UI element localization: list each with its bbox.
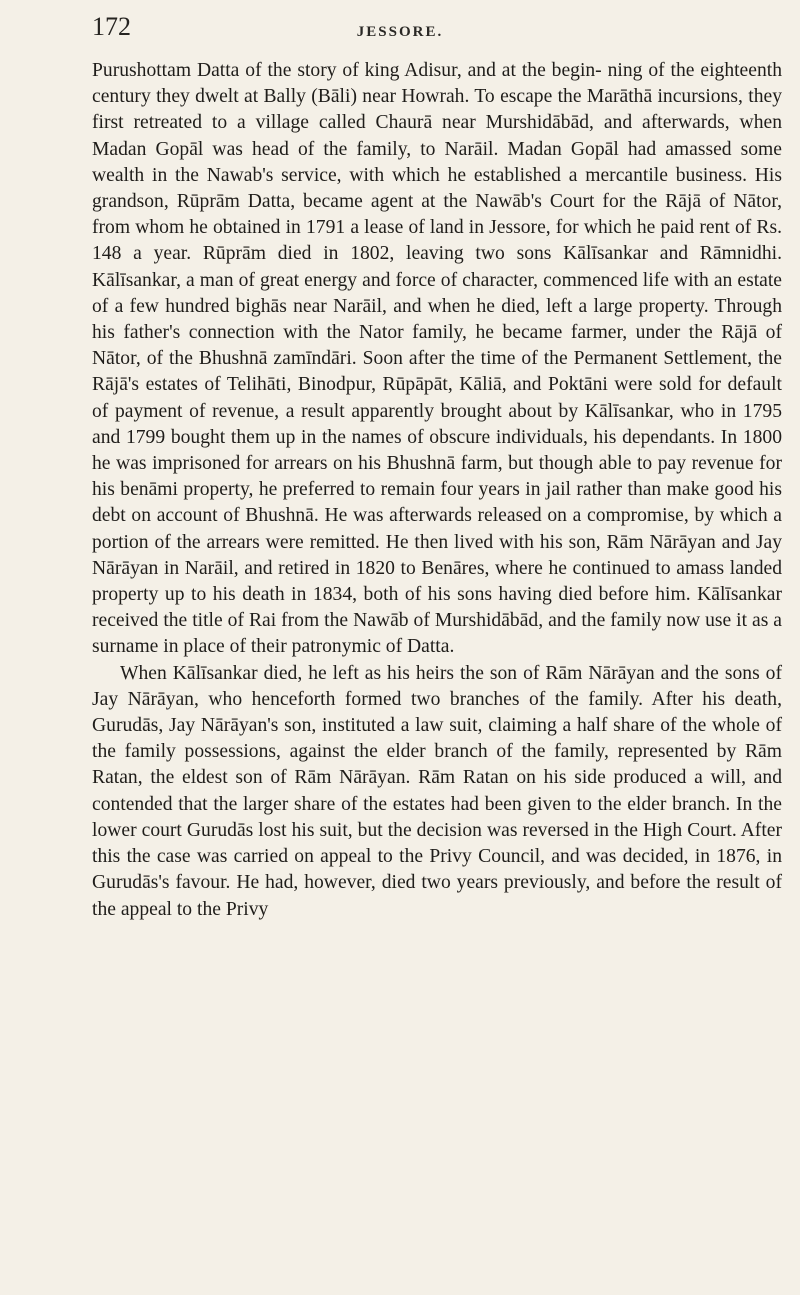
paragraph: When Kālīsankar died, he left as his heirs the son of Rām Nārāyan and the sons of Jay Nārāyan, who henceforth formed two branches of the family. After his death, Gurudās, Jay Nārāyan's son, instituted a law suit, claiming a half share of the whole of the family possessions, against the elder branch of the family, represented by Rām Ratan, the eldest son of Rām Nārāyan. Rām Ratan on his side produced a will, and contended that the larger share of the estates had been given to the elder branch. In the lower court Gurudās lost his suit, but the decision was reversed in the High Court. After this the case was carried on appeal to the Privy Council, and was decided, in 1876, in Gurudās's favour. He had, however, died two years previously, and before the result of the appeal to the Privy	[92, 662, 782, 920]
paragraph: Purushottam Datta of the story of king Adisur, and at the begin- ning of the eighteenth century they dwelt at Bally (Bāli) near Howrah. To escape the Marāthā incursions, they first retreated to a village called Chaurā near Murshidābād, and afterwards, when Madan Gopāl was head of the family, to Narāil. Madan Gopāl had amassed some wealth in the Nawab's service, with which he established a mercantile business. His grandson, Rūprām Datta, became agent at the Nawāb's Court for the Rājā of Nātor, from whom he obtained in 1791 a lease of land in Jessore, for which he paid rent of Rs. 148 a year. Rūprām died in 1802, leaving two sons Kālīsankar and Rāmnidhi. Kālīsankar, a man of great energy and force of character, commenced life with an estate of a few hundred bighās near Narāil, and when he died, left a large property. Through his father's connection with the Nator family, he became farmer, under the Rājā of Nātor, of the Bhushnā zamīndāri. Soon after the time of the Permanent Settlement, the Rājā's estates of Telihāti, Binodpur, Rūpāpāt, Kāliā, and Poktāni were sold for default of payment of revenue, a result apparently brought about by Kālīsankar, who in 1795 and 1799 bought them up in the names of obscure individuals, his dependants. In 1800 he was imprisoned for arrears on his Bhushnā farm, but though able to pay revenue for his benāmi property, he preferred to remain four years in jail rather than make good his debt on account of Bhushnā. He was afterwards released on a compromise, by which a portion of the arrears were remitted. He then lived with his son, Rām Nārāyan and Jay Nārāyan in Narāil, and retired in 1820 to Benāres, where he continued to amass landed property up to his death in 1834, both of his sons having died before him. Kālīsankar received the title of Rai from the Nawāb of Murshidābād, and the family now use it as a surname in place of their patronymic of Datta.	[92, 60, 782, 658]
body-text	[92, 58, 782, 923]
page-number: 172	[92, 12, 131, 41]
running-head: JESSORE.	[356, 24, 444, 40]
